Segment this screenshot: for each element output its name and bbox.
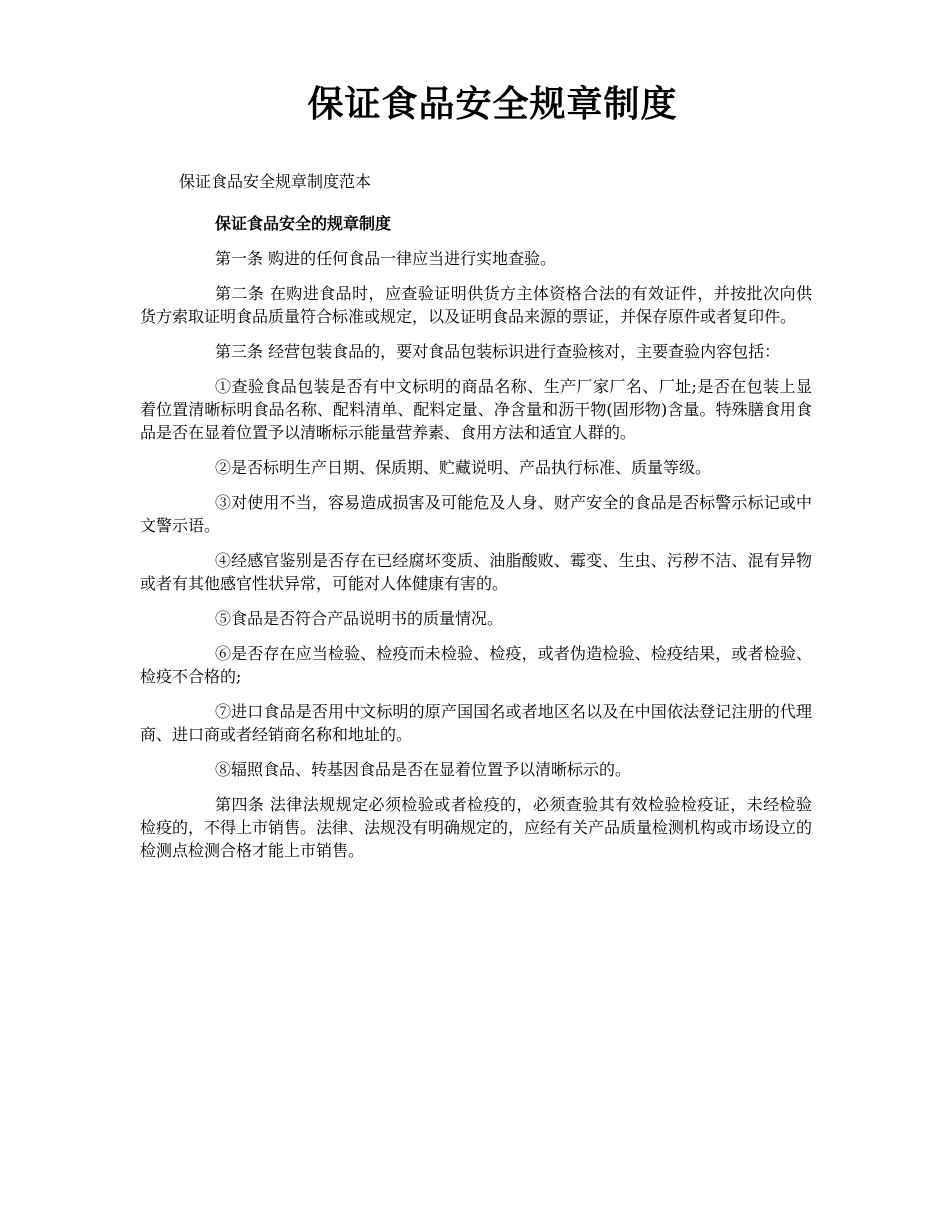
document-body	[140, 212, 812, 874]
article-3-item-8: ⑧辐照食品、转基因食品是否在显着位置予以清晰标示的。	[215, 760, 632, 779]
section-heading: 保证食品安全的规章制度	[215, 214, 392, 233]
article-3-item-2: ②是否标明生产日期、保质期、贮藏说明、产品执行标准、质量等级。	[215, 458, 712, 477]
article-3-item-1: ①查验食品包装是否有中文标明的商品名称、生产厂家厂名、厂址;是否在包装上显着位置清晰标明食品名称、配料清单、配料定量、净含量和沥干物(固形物)含量。特殊膳食用食品是否在显着位置予以清晰标示能量营养素、食用方法和适宜人群的。	[140, 377, 812, 442]
page-title: 保证食品安全规章制度	[307, 83, 678, 125]
article-3-item-4: ④经感官鉴别是否存在已经腐坏变质、油脂酸败、霉变、生虫、污秽不洁、混有异物或者有其他感官性状异常，可能对人体健康有害的。	[140, 551, 812, 593]
article-3-item-6: ⑥是否存在应当检验、检疫而未检验、检疫，或者伪造检验、检疫结果，或者检验、检疫不合格的;	[140, 644, 812, 686]
article-3: 第三条 经营包装食品的，要对食品包装标识进行查验核对，主要查验内容包括：	[215, 342, 781, 361]
article-3-item-7: ⑦进口食品是否用中文标明的原产国国名或者地区名以及在中国依法登记注册的代理商、进口商或者经销商名称和地址的。	[140, 702, 812, 744]
article-3-item-3: ③对使用不当，容易造成损害及可能危及人身、财产安全的食品是否标警示标记或中文警示语。	[140, 493, 812, 535]
document-subtitle: 保证食品安全规章制度范本	[179, 172, 372, 191]
article-1: 第一条 购进的任何食品一律应当进行实地查验。	[215, 249, 557, 268]
article-4: 第四条 法律法规规定必须检验或者检疫的，必须查验其有效检验检疫证，未经检验检疫的，不得上市销售。法律、法规没有明确规定的，应经有关产品质量检测机构或市场设立的检测点检测合格才能上市销售。	[140, 795, 813, 860]
article-3-item-5: ⑤食品是否符合产品说明书的质量情况。	[215, 609, 504, 628]
article-2: 第二条 在购进食品时，应查验证明供货方主体资格合法的有效证件，并按批次向供货方索取证明食品质量符合标准或规定，以及证明食品来源的票证，并保存原件或者复印件。	[140, 284, 812, 326]
